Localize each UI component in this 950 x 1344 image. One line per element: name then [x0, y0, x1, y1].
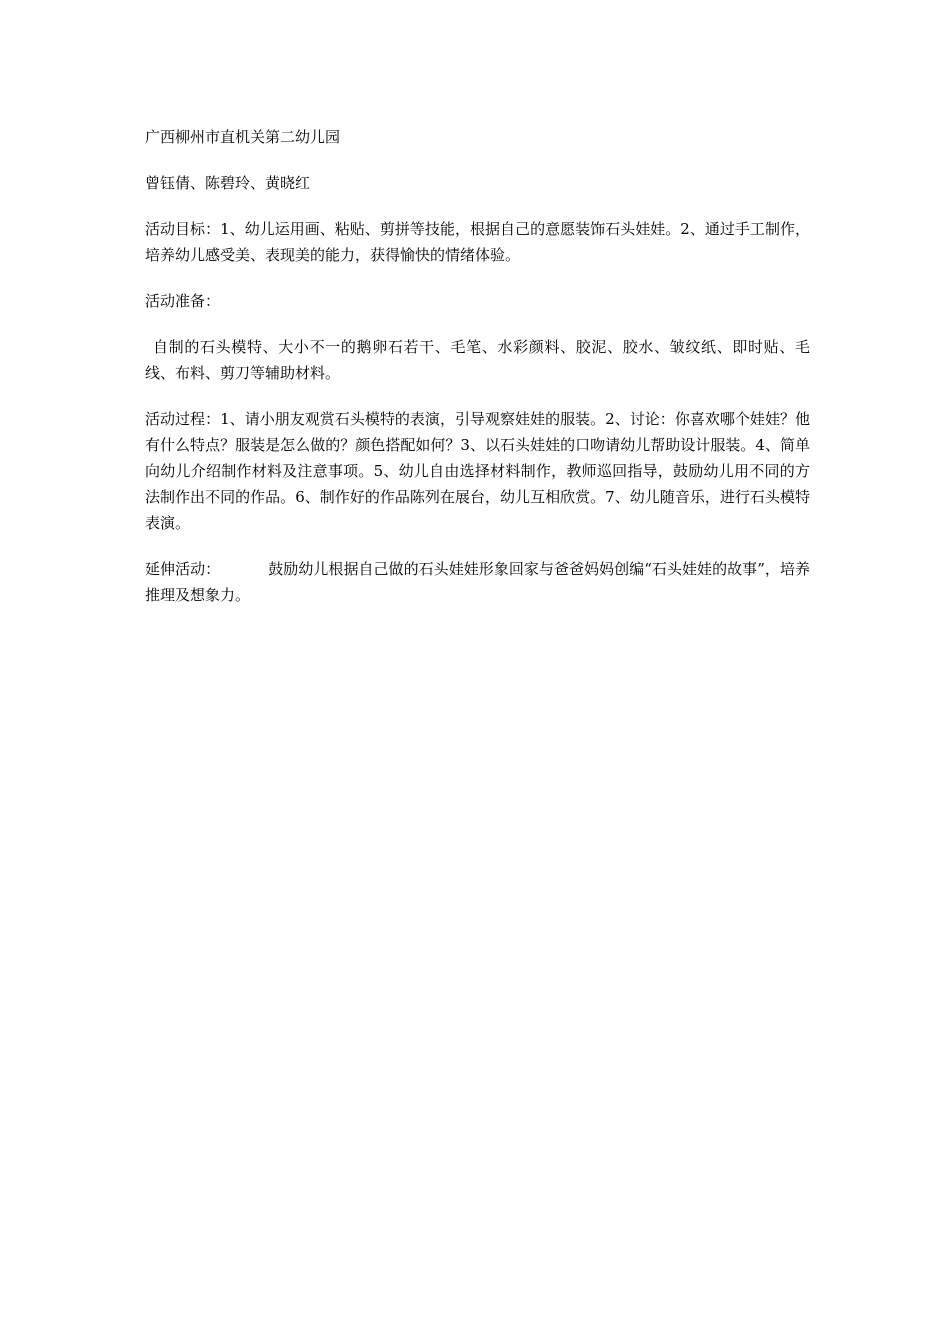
school-name: 广西柳州市直机关第二幼儿园	[145, 128, 341, 146]
preparation-heading: 活动准备：	[145, 292, 221, 310]
authors-line: 曾钰倩、陈碧玲、黄晓红	[145, 174, 311, 192]
preparation-body: 自制的石头模特、大小不一的鹅卵石若干、毛笔、水彩颜料、胶泥、胶水、皱纹纸、即时贴、毛线、布料、剪刀等辅助材料。	[145, 338, 810, 382]
document-body	[145, 124, 810, 628]
extension-body: 鼓励幼儿根据自己做的石头娃娃形象回家与爸爸妈妈创编“石头娃娃的故事”，培养推理及想象力。	[145, 560, 810, 604]
extension-activity	[145, 556, 810, 608]
activity-process: 活动过程：1、请小朋友观赏石头模特的表演，引导观察娃娃的服装。2、讨论：你喜欢哪个娃娃？他有什么特点？服装是怎么做的？颜色搭配如何？3、以石头娃娃的口吻请幼儿帮助设计服装。4、简单向幼儿介绍制作材料及注意事项。5、幼儿自由选择材料制作，教师巡回指导，鼓励幼儿用不同的方法制作出不同的作品。6、制作好的作品陈列在展台，幼儿互相欣赏。7、幼儿随音乐，进行石头模特表演。	[145, 410, 810, 532]
activity-goal: 活动目标：1、幼儿运用画、粘贴、剪拼等技能，根据自己的意愿装饰石头娃娃。2、通过手工制作，培养幼儿感受美、表现美的能力，获得愉快的情绪体验。	[145, 220, 810, 264]
extension-label: 延伸活动：	[145, 560, 221, 578]
